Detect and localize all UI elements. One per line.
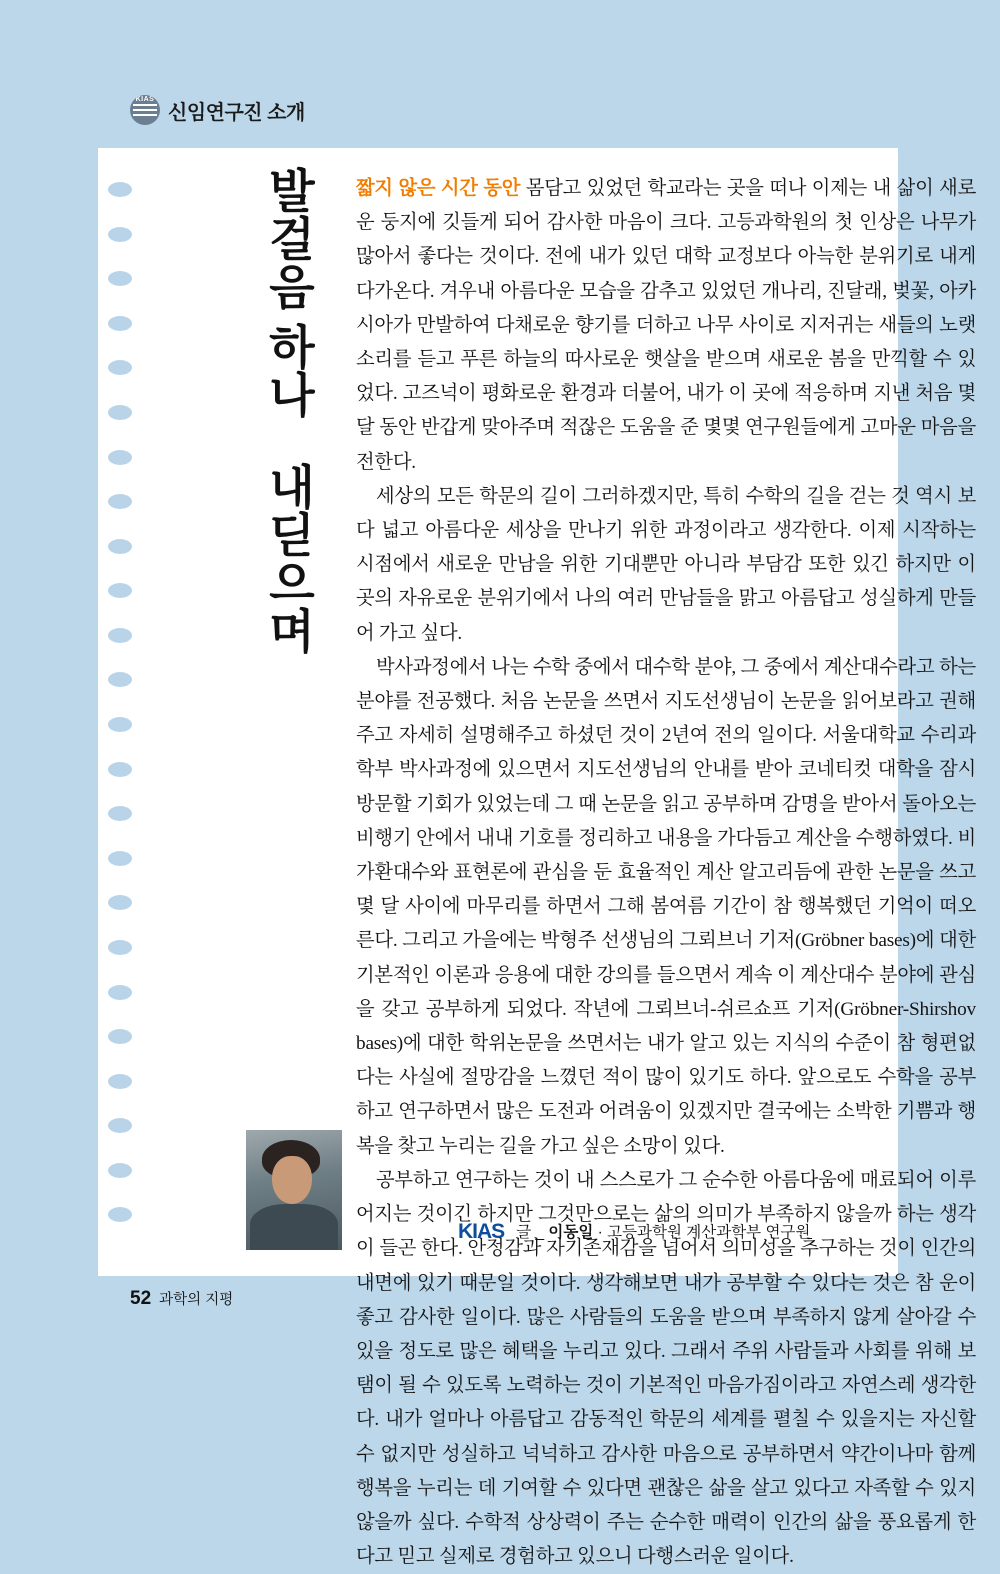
- title-char: 음: [269, 262, 315, 315]
- spiral-hole: [108, 940, 132, 955]
- page-footer: [130, 1288, 233, 1310]
- title-char: 발: [269, 167, 315, 219]
- logo-bar: [133, 104, 157, 106]
- title-char-highlighted: 를: [248, 422, 336, 453]
- title-char: 하: [269, 322, 315, 375]
- byline-prefix: 글 _: [516, 1224, 549, 1241]
- spiral-hole: [108, 806, 132, 821]
- spiral-hole: [108, 405, 132, 420]
- byline-affiliation: · 고등과학원 계산과학부 연구원: [593, 1224, 811, 1241]
- vertical-article-title: [248, 167, 336, 770]
- portrait-torso: [250, 1204, 338, 1250]
- spiral-hole: [108, 672, 132, 687]
- page-header: [130, 92, 350, 128]
- page-number: 52: [130, 1288, 152, 1309]
- paragraph-1-text: 몸담고 있었던 학교라는 곳을 떠나 이제는 내 삶이 새로운 둥지에 깃들게 되어 감사한 마음이 크다. 고등과학원의 첫 인상은 나무가 많아서 좋다는 것이다. 전에 내가 있던 대학 교정보다 아늑한 분위기로 내게 다가온다. 겨우내 아름다운 모습을 감추고 있었던 개나리, 진달래, 벚꽃, 아카시아가 만발하여 다채로운 향기를 더하고 나무 사이로 지저귀는 새들의 노랫소리를 듣고 푸른 하늘의 따사로운 햇살을 받으며 새로운 봄을 만끽할 수 있었다. 고즈넉이 평화로운 환경과 더불어, 내가 이 곳에 적응하며 지낸 처음 몇 달 동안 반갑게 맞아주며 적잖은 도움을 준 몇몇 연구원들에게 고마운 마음을 전한다.: [356, 178, 976, 473]
- byline: [458, 1220, 810, 1244]
- spiral-hole: [108, 227, 132, 242]
- byline-author-name: 이동일: [548, 1224, 594, 1241]
- title-char: 나: [269, 370, 315, 423]
- kias-circle-logo-icon: [130, 95, 160, 125]
- spiral-binding: [108, 178, 134, 1248]
- byline-text: [516, 1220, 810, 1244]
- portrait-face: [272, 1156, 312, 1204]
- spiral-hole: [108, 1207, 132, 1222]
- kias-wordmark: KIAS: [458, 1220, 505, 1243]
- spiral-hole: [108, 851, 132, 866]
- spiral-hole: [108, 628, 132, 643]
- title-char: 걸: [269, 214, 315, 267]
- spiral-hole: [108, 1118, 132, 1133]
- spiral-hole: [108, 182, 132, 197]
- spiral-hole: [108, 895, 132, 910]
- author-portrait: [246, 1130, 342, 1250]
- title-char: 내: [269, 463, 315, 516]
- paragraph-4: 공부하고 연구하는 것이 내 스스로가 그 순수한 아름다움에 매료되어 이루어지는 것이긴 하지만 그것만으로는 삶의 의미가 부족하지 않을까 하는 생각이 들곤 한다. 안정감과 자기존재감을 넘어서 의미성을 추구하는 것이 인간의 내면에 있기 때문일 것이다. 생각해보면 내가 공부할 수 있다는 것은 참 운이 좋고 감사한 일이다. 많은 사람들의 도움을 받으며 부족하지 않게 살아갈 수 있을 정도로 많은 혜택을 누리고 있다. 그래서 주위 사람들과 사회를 위해 보탬이 될 수 있도록 노력하는 것이 기본적인 마음가짐이라고 자연스레 생각한다. 내가 얼마나 아름답고 감동적인 학문의 세계를 펼칠 수 있을지는 자신할 수 없지만 성실하고 넉넉하고 감사한 마음으로 공부하면서 약간이나마 함께 행복을 누리는 데 기여할 수 있다면 괜찮은 삶을 살고 있다고 자족할 수 있지 않을까 싶다. 수학적 상상력이 주는 순수한 매력이 인간의 삶을 풍요롭게 한다고 믿고 실제로 경험하고 있으니 다행스러운 일이다.: [356, 1169, 976, 1568]
- spiral-hole: [108, 494, 132, 509]
- spiral-hole: [108, 271, 132, 286]
- article-body: [356, 172, 976, 1574]
- spiral-hole: [108, 717, 132, 732]
- paragraph-1: [356, 172, 976, 480]
- publication-name: 과학의 지평: [159, 1292, 234, 1308]
- spiral-hole: [108, 583, 132, 598]
- spiral-hole: [108, 1029, 132, 1044]
- spiral-hole: [108, 1163, 132, 1178]
- logo-bar: [133, 109, 157, 111]
- spiral-hole: [108, 985, 132, 1000]
- section-title: 신임연구진 소개: [168, 101, 305, 124]
- title-char: 으: [269, 559, 315, 612]
- spiral-hole: [108, 360, 132, 375]
- lead-in-text: 짧지 않은 시간 동안: [356, 178, 521, 199]
- spiral-hole: [108, 1074, 132, 1089]
- title-char: 며: [269, 607, 315, 660]
- spiral-hole: [108, 762, 132, 777]
- spiral-hole: [108, 539, 132, 554]
- paragraph-2: 세상의 모든 학문의 길이 그러하겠지만, 특히 수학의 길을 걷는 것 역시 보다 넓고 아름다운 세상을 만나기 위한 과정이라고 생각한다. 이제 시작하는 시점에서 새로운 만남을 위한 기대뿐만 아니라 부담감 또한 있긴 하지만 이 곳의 자유로운 분위기에서 나의 여러 만남들을 맑고 아름답고 성실하게 만들어 가고 싶다.: [356, 485, 976, 644]
- paragraph-3: 박사과정에서 나는 수학 중에서 대수학 분야, 그 중에서 계산대수라고 하는 분야를 전공했다. 처음 논문을 쓰면서 지도선생님이 논문을 읽어보라고 권해주고 자세히 설명해주고 하셨던 것이 2년여 전의 일이다. 서울대학교 수리과학부 박사과정에 있으면서 지도선생님의 안내를 받아 코네티컷 대학을 잠시 방문할 기회가 있었는데 그 때 논문을 읽고 공부하며 감명을 받아서 돌아오는 비행기 안에서 내내 기호를 정리하고 내용을 가다듬고 계산을 수행하였다. 비가환대수와 표현론에 관심을 둔 효율적인 계산 알고리듬에 관한 논문을 쓰고 몇 달 사이에 마무리를 하면서 그해 봄여름 기간이 참 행복했던 기억이 떠오른다. 그리고 가을에는 박형주 선생님의 그뢰브너 기저(Gröbner bases)에 대한 기본적인 이론과 응용에 대한 강의를 들으면서 계속 이 계산대수 분야에 관심을 갖고 공부하게 되었다. 작년에 그뢰브너-쉬르쇼프 기저(Gröbner-Shirshov bases)에 대한 학위논문을 쓰면서는 내가 알고 있는 지식의 수준이 참 형편없다는 사실에 절망감을 느꼈던 적이 많이 있기도 하다. 앞으로도 수학을 공부하고 연구하면서 많은 도전과 어려움이 있겠지만 결국에는 소박한 기쁨과 행복을 찾고 누리는 길을 가고 싶은 소망이 있다.: [356, 656, 976, 1157]
- logo-bar: [133, 114, 157, 116]
- spiral-hole: [108, 450, 132, 465]
- title-char: 딛: [269, 511, 315, 564]
- kias-logo-text: KIAS: [135, 96, 155, 103]
- spiral-hole: [108, 316, 132, 331]
